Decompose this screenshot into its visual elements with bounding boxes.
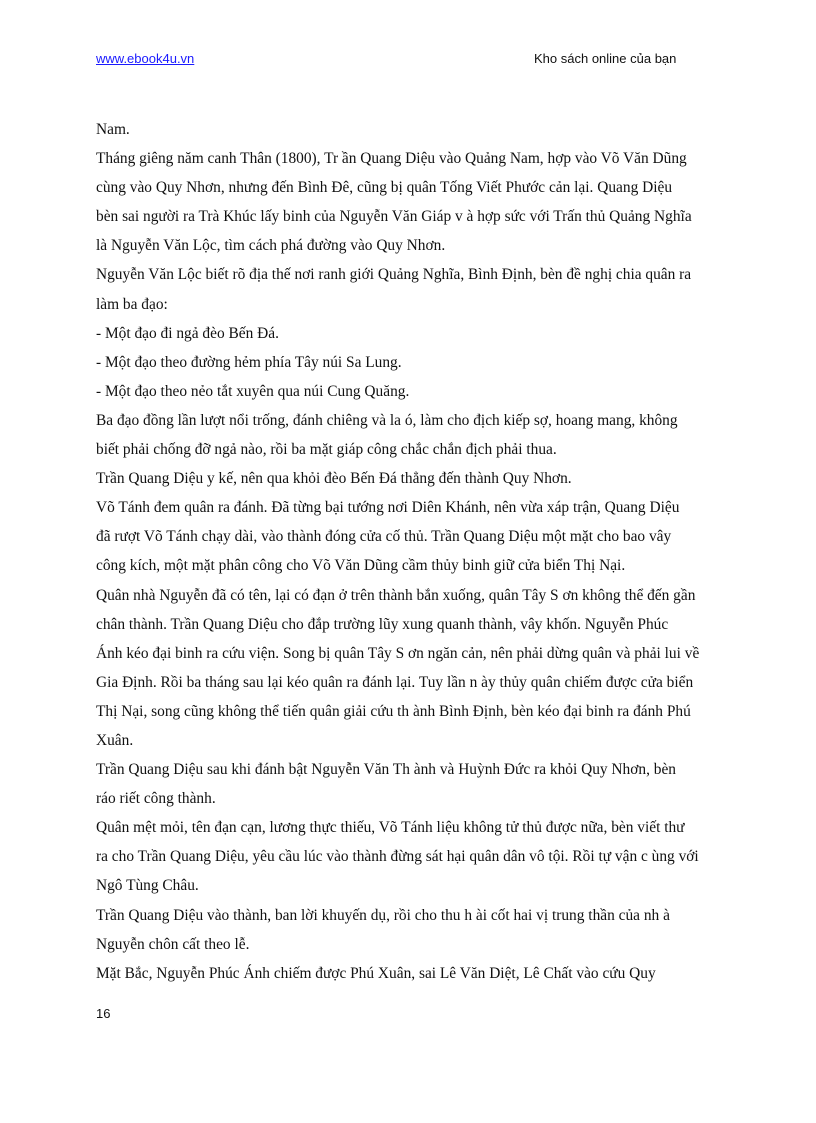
text-line: làm ba đạo: — [96, 295, 168, 313]
text-line: Quân mệt mỏi, tên đạn cạn, lương thực thiếu, Võ Tánh liệu không tử thủ được nữa, bèn viết thư — [96, 819, 685, 837]
text-line: Xuân. — [96, 731, 134, 749]
text-line: Nam. — [96, 121, 130, 138]
text-line: công kích, một mặt phân công cho Võ Văn Dũng cầm thủy binh giữ cửa biển Thị Nại. — [96, 557, 626, 575]
text-line: ra cho Trần Quang Diệu, yêu cầu lúc vào thành đừng sát hại quân dân vô tội. Rồi tự vận c ùng với — [96, 848, 699, 866]
text-line: cùng vào Quy Nhơn, nhưng đến Bình Đê, cũng bị quân Tống Viết Phước cản lại. Quang Diệu — [96, 179, 673, 197]
text-line: Thị Nại, song cũng không thể tiến quân giải cứu th ành Bình Định, bèn kéo đại binh ra đánh Phú — [96, 702, 691, 720]
text-line: Tháng giêng năm canh Thân (1800), Tr ần Quang Diệu vào Quảng Nam, hợp vào Võ Văn Dũng — [96, 150, 687, 168]
text-line: là Nguyễn Văn Lộc, tìm cách phá đường vào Quy Nhơn. — [96, 237, 446, 255]
text-line: chân thành. Trần Quang Diệu cho đắp trường lũy xung quanh thành, vây khốn. Nguyễn Phúc — [96, 615, 669, 633]
site-link[interactable]: www.ebook4u.vn — [96, 51, 195, 66]
text-line: Trần Quang Diệu sau khi đánh bật Nguyễn Văn Th ành và Huỳnh Đức ra khỏi Quy Nhơn, bèn — [96, 761, 676, 779]
text-line: - Một đạo theo nẻo tắt xuyên qua núi Cung Quăng. — [96, 382, 410, 400]
text-line: Trần Quang Diệu y kế, nên qua khỏi đèo Bến Đá thẳng đến thành Quy Nhơn. — [96, 470, 572, 488]
text-line: Ánh kéo đại binh ra cứu viện. Song bị quân Tây S ơn ngăn cản, nên phải dừng quân và phải lui về — [96, 644, 700, 662]
text-line: - Một đạo đi ngả đèo Bến Đá. — [96, 324, 279, 342]
text-line: - Một đạo theo đường hẻm phía Tây núi Sa Lung. — [96, 353, 402, 371]
text-line: Trần Quang Diệu vào thành, ban lời khuyến dụ, rồi cho thu h ài cốt hai vị trung thần của nh à — [96, 906, 670, 924]
text-line: Nguyễn chôn cất theo lễ. — [96, 935, 250, 953]
page-number: 16 — [96, 1006, 111, 1021]
text-line: ráo riết công thành. — [96, 790, 216, 808]
header-tagline: Kho sách online của bạn — [534, 51, 677, 66]
body-text — [96, 115, 724, 988]
text-line: Ngô Tùng Châu. — [96, 877, 199, 895]
text-line: Quân nhà Nguyễn đã có tên, lại có đạn ở trên thành bắn xuống, quân Tây S ơn không thể đến gần — [96, 586, 696, 604]
text-line: Nguyễn Văn Lộc biết rõ địa thế nơi ranh giới Quảng Nghĩa, Bình Định, bèn đề nghị chia quân ra — [96, 266, 692, 284]
text-line: Ba đạo đồng lần lượt nổi trống, đánh chiêng và la ó, làm cho địch kiếp sợ, hoang mang, không — [96, 411, 678, 429]
text-line: Mặt Bắc, Nguyễn Phúc Ánh chiếm được Phú Xuân, sai Lê Văn Diệt, Lê Chất vào cứu Quy — [96, 964, 656, 982]
text-line: Võ Tánh đem quân ra đánh. Đã từng bại tướng nơi Diên Khánh, nên vừa xáp trận, Quang Diệu — [96, 499, 680, 517]
text-line: biết phải chống đỡ ngả nào, rồi ba mặt giáp công chắc chắn địch phải thua. — [96, 441, 557, 459]
text-line: đã rượt Võ Tánh chạy dài, vào thành đóng cửa cố thủ. Trần Quang Diệu một mặt cho bao vây — [96, 528, 672, 546]
text-line: Gia Định. Rồi ba tháng sau lại kéo quân ra đánh lại. Tuy lần n ày thủy quân chiếm được cửa biển — [96, 673, 694, 691]
text-line: bèn sai người ra Trà Khúc lấy binh của Nguyễn Văn Giáp v à hợp sức với Trấn thủ Quảng Nghĩa — [96, 208, 692, 226]
